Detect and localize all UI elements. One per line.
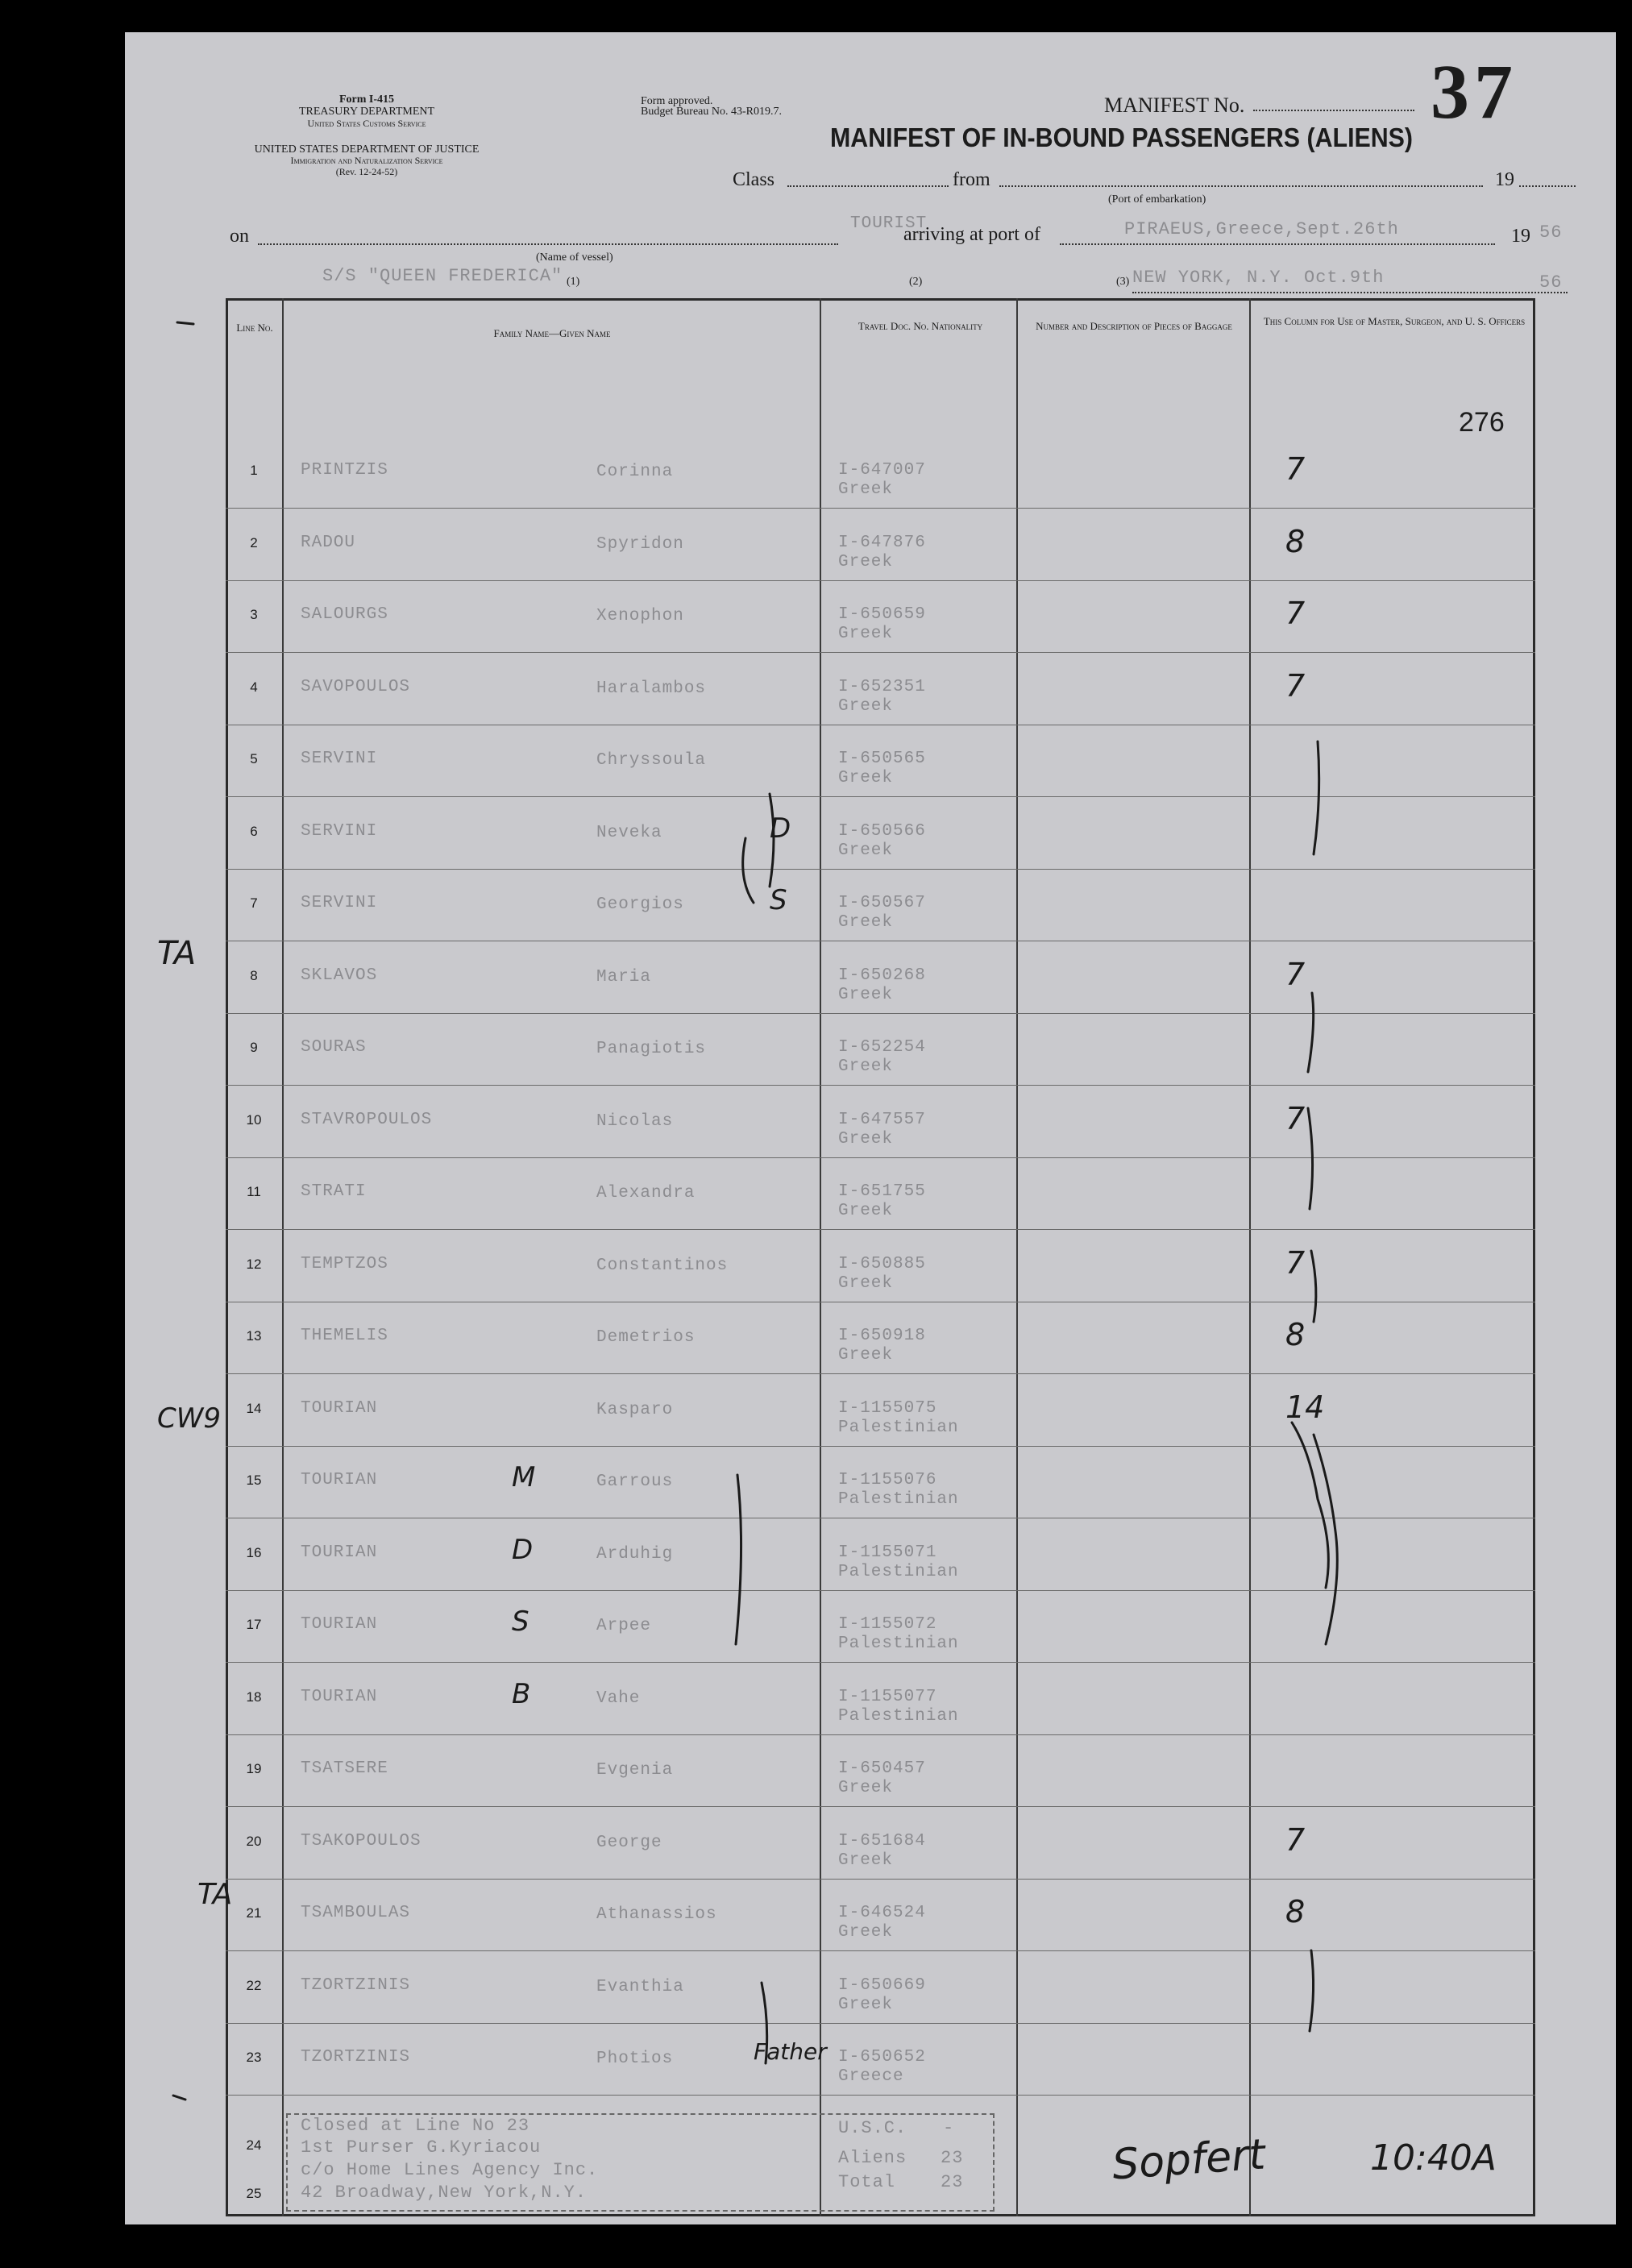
given-name: Evanthia	[596, 1977, 684, 1996]
given-name: George	[596, 1833, 662, 1852]
travel-doc-number: I-1155076	[838, 1471, 937, 1489]
family-name: TOURIAN	[301, 1471, 378, 1489]
line-number: 10	[246, 1111, 262, 1128]
marker-1: (1)	[567, 276, 580, 288]
form-number: Form I-415	[338, 93, 395, 106]
nationality: Greek	[838, 1129, 894, 1149]
family-name: TSAMBOULAS	[301, 1904, 411, 1922]
marker-2: (2)	[909, 276, 923, 288]
family-name: SERVINI	[301, 750, 378, 768]
officer-mark: 14	[1285, 1389, 1325, 1425]
customs-service: United States Customs Service	[307, 118, 426, 129]
line-number: 16	[246, 1544, 262, 1560]
given-name: Neveka	[596, 823, 662, 842]
given-name: Corinna	[596, 463, 674, 481]
nationality: Palestinian	[838, 1418, 959, 1437]
given-name: Demetrios	[596, 1328, 696, 1347]
year-label: 19	[1495, 169, 1514, 190]
officer-mark: 8	[1285, 523, 1306, 559]
given-name: Garrous	[596, 1473, 674, 1491]
class-value: TOURIST	[850, 214, 928, 233]
given-name: Vahe	[596, 1689, 641, 1708]
year-suffix-1: 56	[1539, 222, 1563, 243]
relationship-mark: M	[512, 1461, 536, 1493]
col-header-baggage: Number and Description of Pieces of Baggage	[1036, 320, 1232, 332]
closing-line-3: c/o Home Lines Agency Inc.	[301, 2160, 599, 2180]
nationality: Palestinian	[838, 1562, 959, 1581]
marker-3: (3)	[1116, 276, 1130, 288]
given-name: Georgios	[596, 895, 684, 914]
given-name: Xenophon	[596, 607, 684, 625]
total-label: Total	[838, 2172, 896, 2192]
nationality: Greek	[838, 985, 894, 1004]
line-number: 4	[250, 679, 258, 695]
arriving-label: arriving at port of	[903, 224, 1040, 245]
family-name: SERVINI	[301, 894, 378, 912]
given-name: Photios	[596, 2050, 674, 2068]
line-number: 8	[250, 967, 258, 983]
ins-label: Immigration and Naturalization Service	[290, 155, 443, 166]
travel-doc-number: I-651755	[838, 1182, 926, 1201]
nationality: Greek	[838, 913, 894, 932]
line-number: 21	[246, 1905, 262, 1921]
family-name: SKLAVOS	[301, 966, 378, 985]
line-number: 6	[250, 823, 258, 839]
form-approved: Form approved.	[641, 95, 713, 107]
line-number: 17	[246, 1617, 262, 1632]
nationality: Greek	[838, 1202, 894, 1220]
travel-doc-number: I-650268	[838, 966, 926, 985]
nationality: Greek	[838, 552, 894, 571]
aliens-label: Aliens	[838, 2148, 907, 2168]
travel-doc-number: I-650565	[838, 750, 926, 768]
nationality: Palestinian	[838, 1490, 959, 1509]
nationality: Greek	[838, 625, 894, 643]
nationality: Greek	[838, 1923, 894, 1942]
line-number: 11	[247, 1184, 261, 1199]
treasury-department: TREASURY DEPARTMENT	[298, 106, 435, 118]
officer-mark: 8	[1285, 1317, 1306, 1352]
travel-doc-number: I-652351	[838, 677, 926, 696]
port-embarkation-label: (Port of embarkation)	[1108, 193, 1206, 206]
family-name: TSATSERE	[301, 1759, 388, 1778]
total-value: 23	[941, 2172, 964, 2192]
given-name: Athanassios	[596, 1905, 717, 1924]
nationality: Greek	[838, 696, 894, 716]
nationality: Palestinian	[838, 1635, 959, 1653]
manifest-label: MANIFEST No.	[1104, 93, 1245, 117]
closing-line-4: 42 Broadway,New York,N.Y.	[301, 2183, 588, 2203]
travel-doc-number: I-650567	[838, 894, 926, 912]
family-name: PRINTZIS	[301, 461, 388, 480]
travel-doc-number: I-647007	[838, 461, 926, 480]
line-number: 22	[246, 1977, 262, 1993]
travel-doc-number: I-1155071	[838, 1543, 937, 1562]
given-name: Constantinos	[596, 1256, 729, 1275]
relationship-mark: B	[512, 1677, 531, 1710]
travel-doc-number: I-1155075	[838, 1398, 937, 1418]
line-number: 18	[246, 1689, 262, 1705]
family-name: TOURIAN	[301, 1687, 378, 1706]
officer-signature: Sopfert	[1111, 2130, 1267, 2190]
col-header-line: Line No.	[236, 322, 273, 334]
family-name: THEMELIS	[301, 1327, 388, 1345]
on-label: on	[230, 226, 249, 247]
travel-doc-number: I-647557	[838, 1110, 926, 1129]
travel-doc-number: I-650457	[838, 1759, 926, 1778]
family-name: TZORTZINIS	[301, 1975, 411, 1995]
given-name: Haralambos	[596, 679, 707, 698]
given-name: Maria	[596, 967, 652, 987]
family-name: TOURIAN	[301, 1615, 378, 1634]
family-name: SOURAS	[301, 1038, 367, 1057]
nationality: Greek	[838, 1057, 894, 1076]
line-number: 23	[246, 2050, 262, 2065]
travel-doc-number: I-650652	[838, 2048, 926, 2067]
family-name: SERVINI	[301, 821, 378, 841]
vessel-value: S/S "QUEEN FREDERICA"	[322, 266, 563, 286]
line-number: 1	[250, 463, 258, 478]
relationship-mark: Father	[754, 2038, 827, 2065]
given-name: Panagiotis	[596, 1040, 707, 1058]
nationality: Greek	[838, 1779, 894, 1797]
family-name: TOURIAN	[301, 1543, 378, 1562]
relationship-mark: S	[512, 1605, 529, 1638]
officer-mark: 7	[1285, 596, 1306, 631]
year-label-2: 19	[1511, 226, 1530, 247]
aliens-value: 23	[941, 2148, 964, 2168]
family-name: SALOURGS	[301, 605, 388, 624]
margin-note-cw: CW9	[157, 1402, 221, 1435]
nationality: Greek	[838, 769, 894, 787]
arrival-value: NEW YORK, N.Y. Oct.9th	[1132, 268, 1385, 288]
page-reference: 276	[1459, 407, 1505, 438]
given-name: Evgenia	[596, 1761, 674, 1780]
col-header-travel: Travel Doc. No. Nationality	[858, 320, 983, 332]
family-name: TEMPTZOS	[301, 1254, 388, 1273]
given-name: Arduhig	[596, 1544, 674, 1564]
officer-mark: 7	[1285, 667, 1306, 704]
family-name: SAVOPOULOS	[301, 677, 411, 696]
officer-mark: 7	[1285, 451, 1306, 487]
margin-note-ta-1: TA	[157, 935, 197, 972]
usc-value: -	[943, 2118, 955, 2138]
from-label: from	[953, 169, 990, 190]
travel-doc-number: I-1155072	[838, 1615, 937, 1634]
line-number: 20	[246, 1833, 262, 1849]
nationality: Greece	[838, 2067, 904, 2086]
vessel-label: (Name of vessel)	[536, 251, 613, 264]
family-name: STRATI	[301, 1182, 367, 1201]
travel-doc-number: I-652254	[838, 1038, 926, 1057]
relationship-mark: S	[770, 884, 787, 916]
family-name: TSAKOPOULOS	[301, 1831, 421, 1851]
family-name: TOURIAN	[301, 1398, 378, 1418]
nationality: Greek	[838, 480, 894, 499]
travel-doc-number: I-650918	[838, 1327, 926, 1345]
travel-doc-number: I-647876	[838, 533, 926, 552]
relationship-mark: D	[512, 1533, 534, 1566]
family-name: RADOU	[301, 533, 356, 552]
travel-doc-number: I-646524	[838, 1904, 926, 1922]
family-name: TZORTZINIS	[301, 2048, 411, 2067]
travel-doc-number: I-650659	[838, 605, 926, 624]
line-number: 19	[246, 1761, 262, 1776]
year-suffix-2: 56	[1539, 272, 1563, 293]
officer-mark: 7	[1285, 956, 1306, 992]
travel-doc-number: I-1155077	[838, 1687, 937, 1706]
line-number: 14	[246, 1400, 262, 1416]
relationship-mark: D	[770, 812, 791, 845]
budget-bureau: Budget Bureau No. 43-R019.7.	[641, 106, 782, 118]
line-number: 13	[246, 1328, 262, 1344]
given-name: Alexandra	[596, 1184, 696, 1203]
nationality: Greek	[838, 841, 894, 860]
family-name: STAVROPOULOS	[301, 1110, 433, 1129]
line-number: 15	[246, 1473, 262, 1488]
line-number-25: 25	[246, 2186, 262, 2201]
closing-line-1: Closed at Line No 23	[301, 2116, 530, 2136]
nationality: Palestinian	[838, 1706, 959, 1726]
nationality: Greek	[838, 1851, 894, 1870]
line-number: 5	[250, 751, 258, 766]
officer-mark: 7	[1285, 1821, 1306, 1858]
given-name: Chryssoula	[596, 751, 707, 770]
given-name: Arpee	[596, 1617, 652, 1635]
col-header-name: Family Name—Given Name	[493, 327, 611, 339]
given-name: Spyridon	[596, 534, 684, 554]
line-number: 12	[246, 1256, 262, 1272]
usc-label: U.S.C.	[838, 2118, 907, 2138]
closing-line-2: 1st Purser G.Kyriacou	[301, 2137, 542, 2158]
travel-doc-number: I-651684	[838, 1831, 926, 1851]
travel-doc-number: I-650566	[838, 821, 926, 841]
handwriting-strokes	[125, 32, 1616, 2224]
officer-mark: 7	[1285, 1244, 1306, 1281]
line-number: 3	[250, 607, 258, 622]
margin-note-ta-2: TA	[197, 1878, 233, 1911]
revision-date: (Rev. 12-24-52)	[335, 166, 398, 177]
line-number-24: 24	[246, 2137, 262, 2153]
manifest-sheet	[125, 32, 1616, 2224]
manifest-number: 37	[1431, 48, 1518, 135]
col-header-officers: This Column for Use of Master, Surgeon, and U. S. Officers	[1263, 315, 1526, 327]
page-title: MANIFEST OF IN-BOUND PASSENGERS (ALIENS)	[830, 123, 1414, 152]
nationality: Greek	[838, 1273, 894, 1293]
given-name: Nicolas	[596, 1111, 674, 1131]
travel-doc-number: I-650669	[838, 1975, 926, 1995]
line-number: 2	[250, 534, 258, 550]
port-value: PIRAEUS,Greece,Sept.26th	[1124, 219, 1399, 239]
officer-mark: 8	[1285, 1894, 1306, 1929]
travel-doc-number: I-650885	[838, 1254, 926, 1273]
given-name: Kasparo	[596, 1400, 674, 1419]
line-number: 7	[250, 895, 258, 911]
nationality: Greek	[838, 1995, 894, 2014]
department-of-justice: UNITED STATES DEPARTMENT OF JUSTICE	[254, 143, 480, 156]
inspection-time: 10:40A	[1370, 2137, 1497, 2179]
nationality: Greek	[838, 1346, 894, 1365]
line-number: 9	[250, 1040, 258, 1055]
officer-mark: 7	[1285, 1100, 1306, 1136]
class-label: Class	[733, 169, 775, 190]
